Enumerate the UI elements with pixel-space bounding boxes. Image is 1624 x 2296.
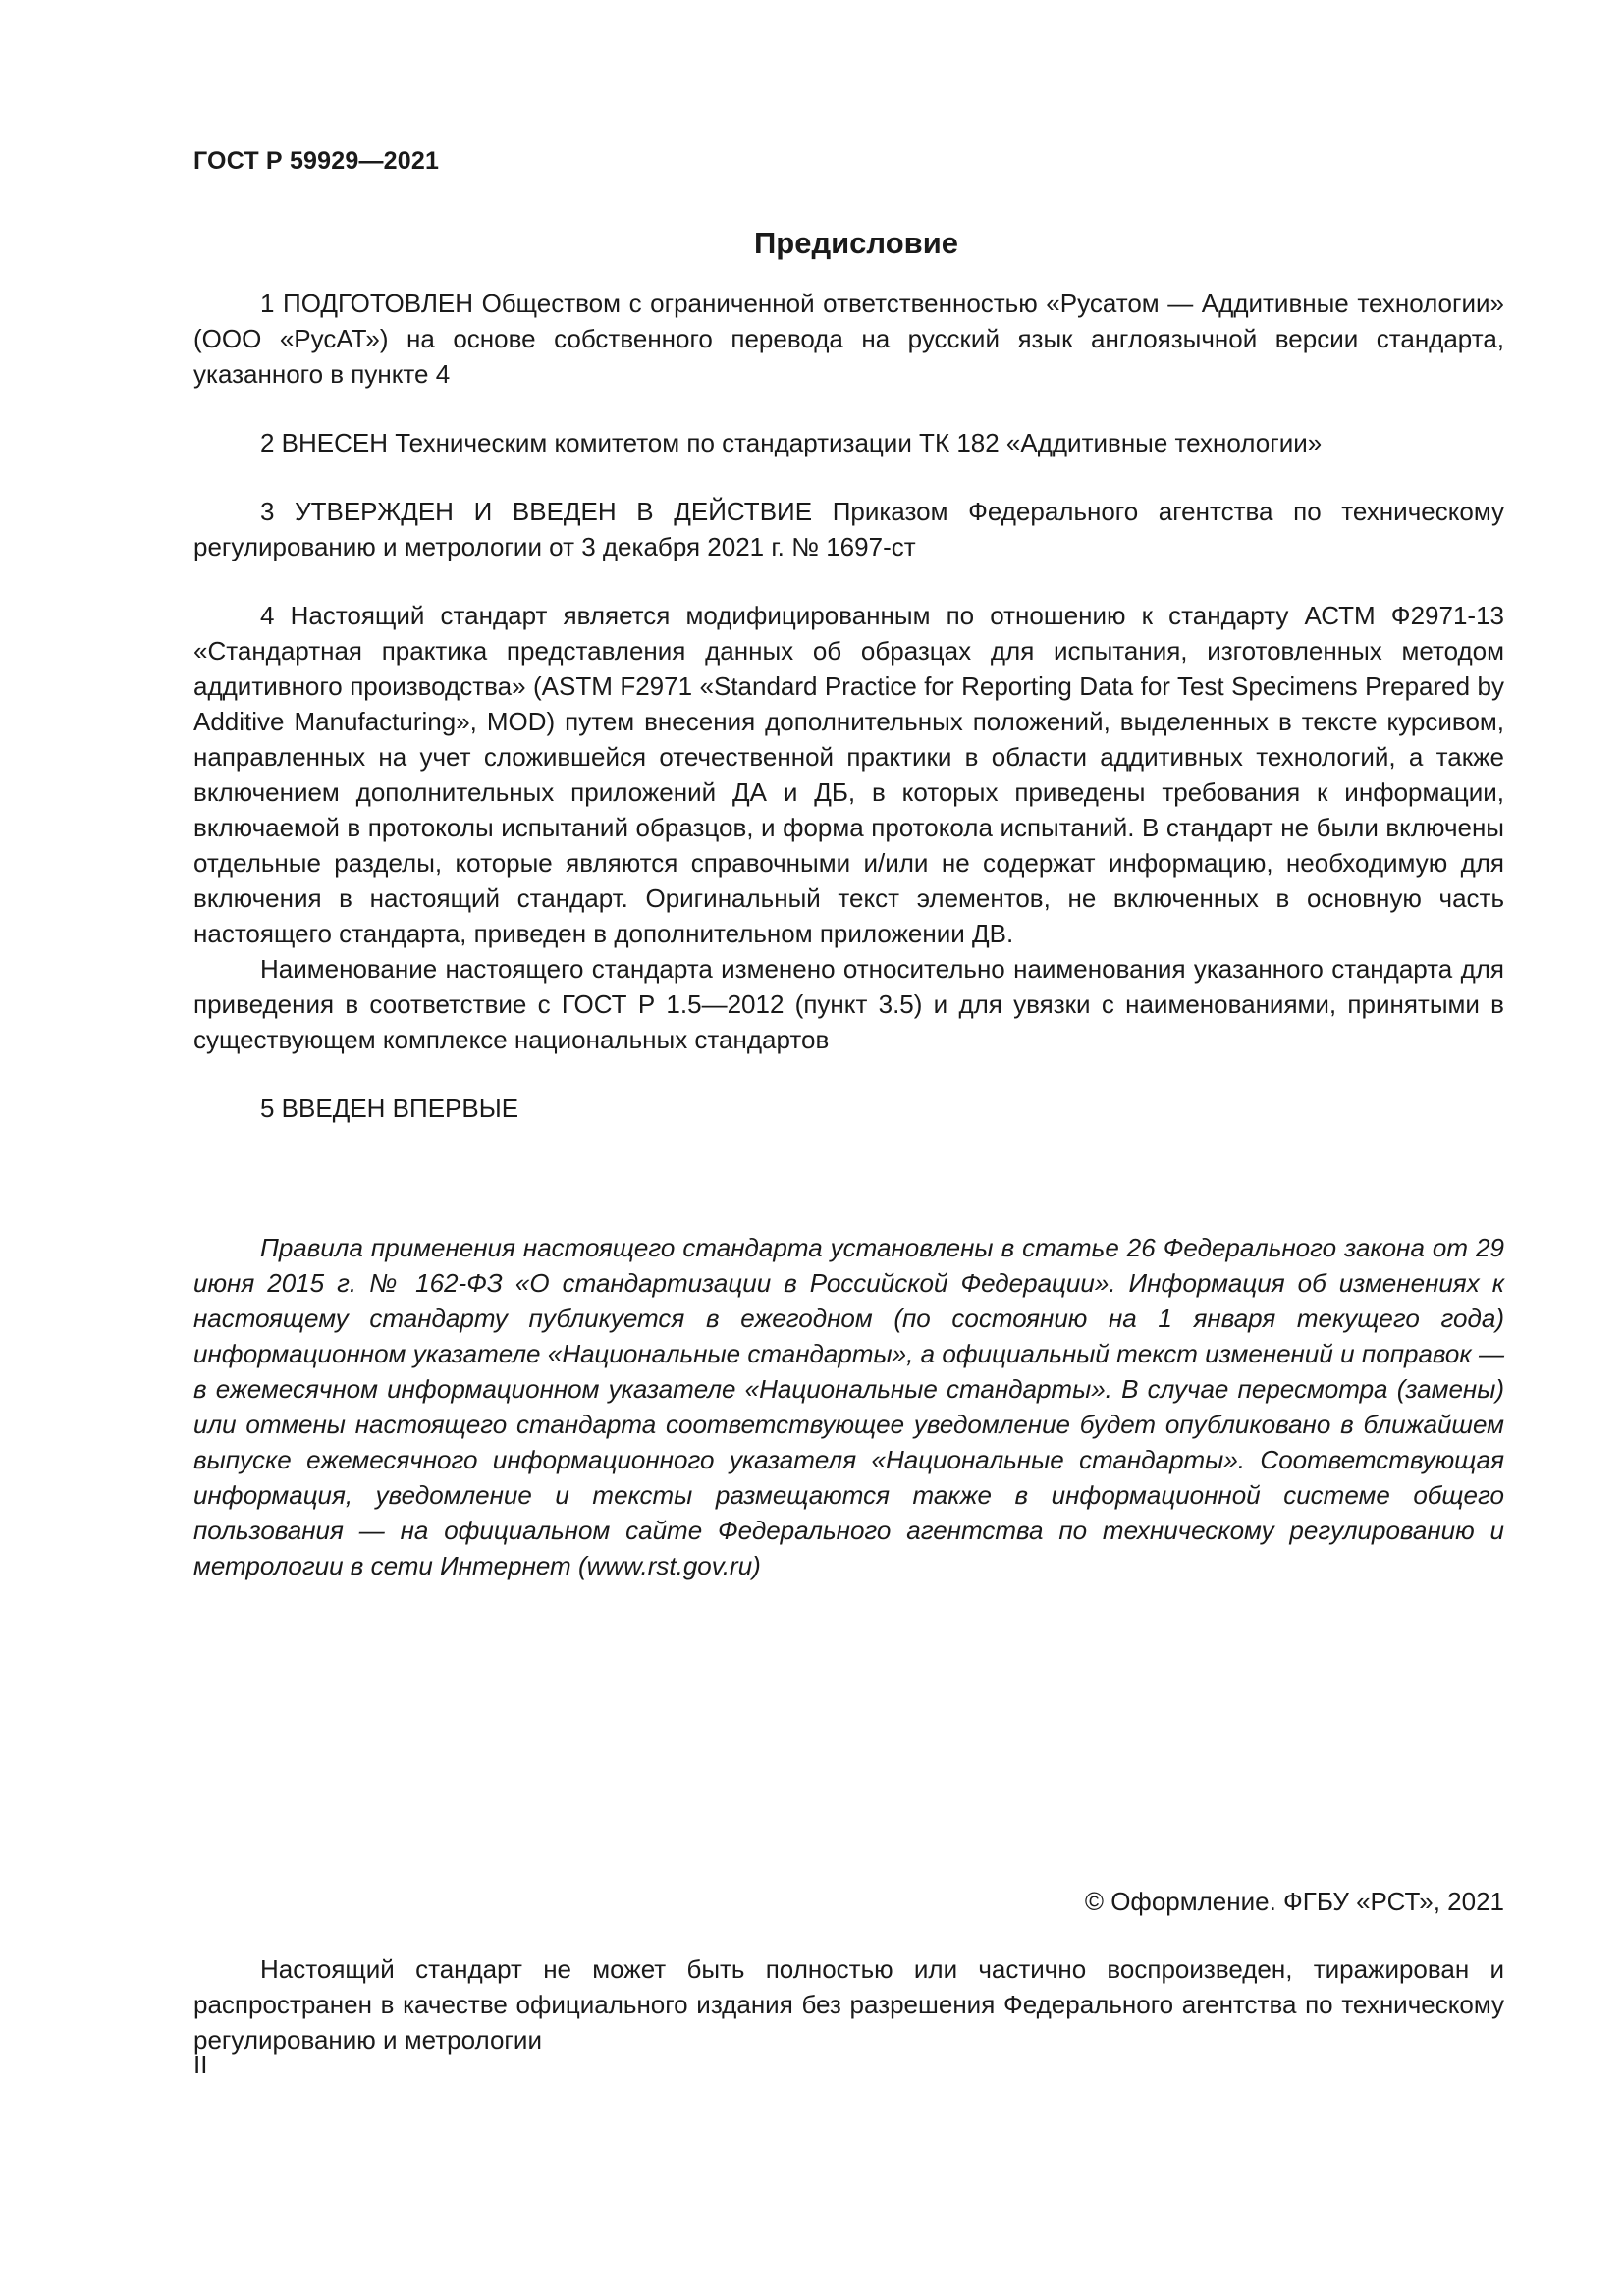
- foreword-body: [193, 286, 1504, 1583]
- paragraph-modified-standard: 4 Настоящий стандарт является модифицированным по отношению к стандарту АСТМ Ф2971-13 «Стандартная практика представления данных об образцах для испытания, изготовленных методом аддитивного производства» (ASTM F2971 «Standard Practice for Reporting Data for Test Specimens Prepared by Additive Manufacturing», MOD) путем внесения дополнительных положений, выделенных в тексте курсивом, направленных на учет сложившейся отечественной практики в области аддитивных технологий, а также включением дополнительных приложений ДА и ДБ, в которых приведены требования к информации, включаемой в протоколы испытаний образцов, и форма протокола испытаний. В стандарт не были включены отдельные разделы, которые являются справочными и/или не содержат информацию, необходимую для включения в настоящий стандарт. Оригинальный текст элементов, не включенных в основную часть настоящего стандарта, приведен в дополнительном приложении ДВ.: [193, 601, 1504, 948]
- page-title: Предисловие: [753, 226, 958, 260]
- reproduction-notice-text: Настоящий стандарт не может быть полностью или частично воспроизведен, тиражирован и распространен в качестве официального издания без разрешения Федерального агентства по техническому регулированию и метрологии: [193, 1954, 1504, 2055]
- document-code: ГОСТ Р 59929—2021: [193, 147, 440, 175]
- paragraph-prepared: 1 ПОДГОТОВЛЕН Обществом с ограниченной ответственностью «Русатом — Аддитивные технологии» (ООО «РусАТ») на основе собственного перевода на русский язык англоязычной версии стандарта, указанного в пункте 4: [193, 289, 1504, 389]
- paragraph-approved: 3 УТВЕРЖДЕН И ВВЕДЕН В ДЕЙСТВИЕ Приказом Федерального агентства по техническому регулированию и метрологии от 3 декабря 2021 г. № 1697-ст: [193, 497, 1504, 561]
- paragraph-application-rules: Правила применения настоящего стандарта установлены в статье 26 Федерального закона от 29 июня 2015 г. № 162-ФЗ «О стандартизации в Российской Федерации». Информация об изменениях к настоящему стандарту публикуется в ежегодном (по состоянию на 1 января текущего года) информационном указателе «Национальные стандарты», а официальный текст изменений и поправок — в ежемесячном информационном указателе «Национальные стандарты». В случае пересмотра (замены) или отмены настоящего стандарта соответствующее уведомление будет опубликовано в ближайшем выпуске ежемесячного информационного указателя «Национальные стандарты». Соответствующая информация, уведомление и тексты размещаются также в информационной системе общего пользования — на официальном сайте Федерального агентства по техническому регулированию и метрологии в сети Интернет (www.rst.gov.ru): [193, 1233, 1504, 1580]
- page-number: II: [193, 2050, 208, 2079]
- reproduction-notice: [193, 1951, 1504, 2057]
- paragraph-submitted: 2 ВНЕСЕН Техническим комитетом по стандартизации ТК 182 «Аддитивные технологии»: [260, 428, 1323, 457]
- paragraph-first-introduced: 5 ВВЕДЕН ВПЕРВЫЕ: [260, 1094, 519, 1123]
- copyright-line: © Оформление. ФГБУ «РСТ», 2021: [1084, 1887, 1504, 1916]
- paragraph-name-change: Наименование настоящего стандарта изменено относительно наименования указанного стандарта для приведения в соответствие с ГОСТ Р 1.5—2012 (пункт 3.5) и для увязки с наименованиями, принятыми в существующем комплексе национальных стандартов: [193, 954, 1504, 1054]
